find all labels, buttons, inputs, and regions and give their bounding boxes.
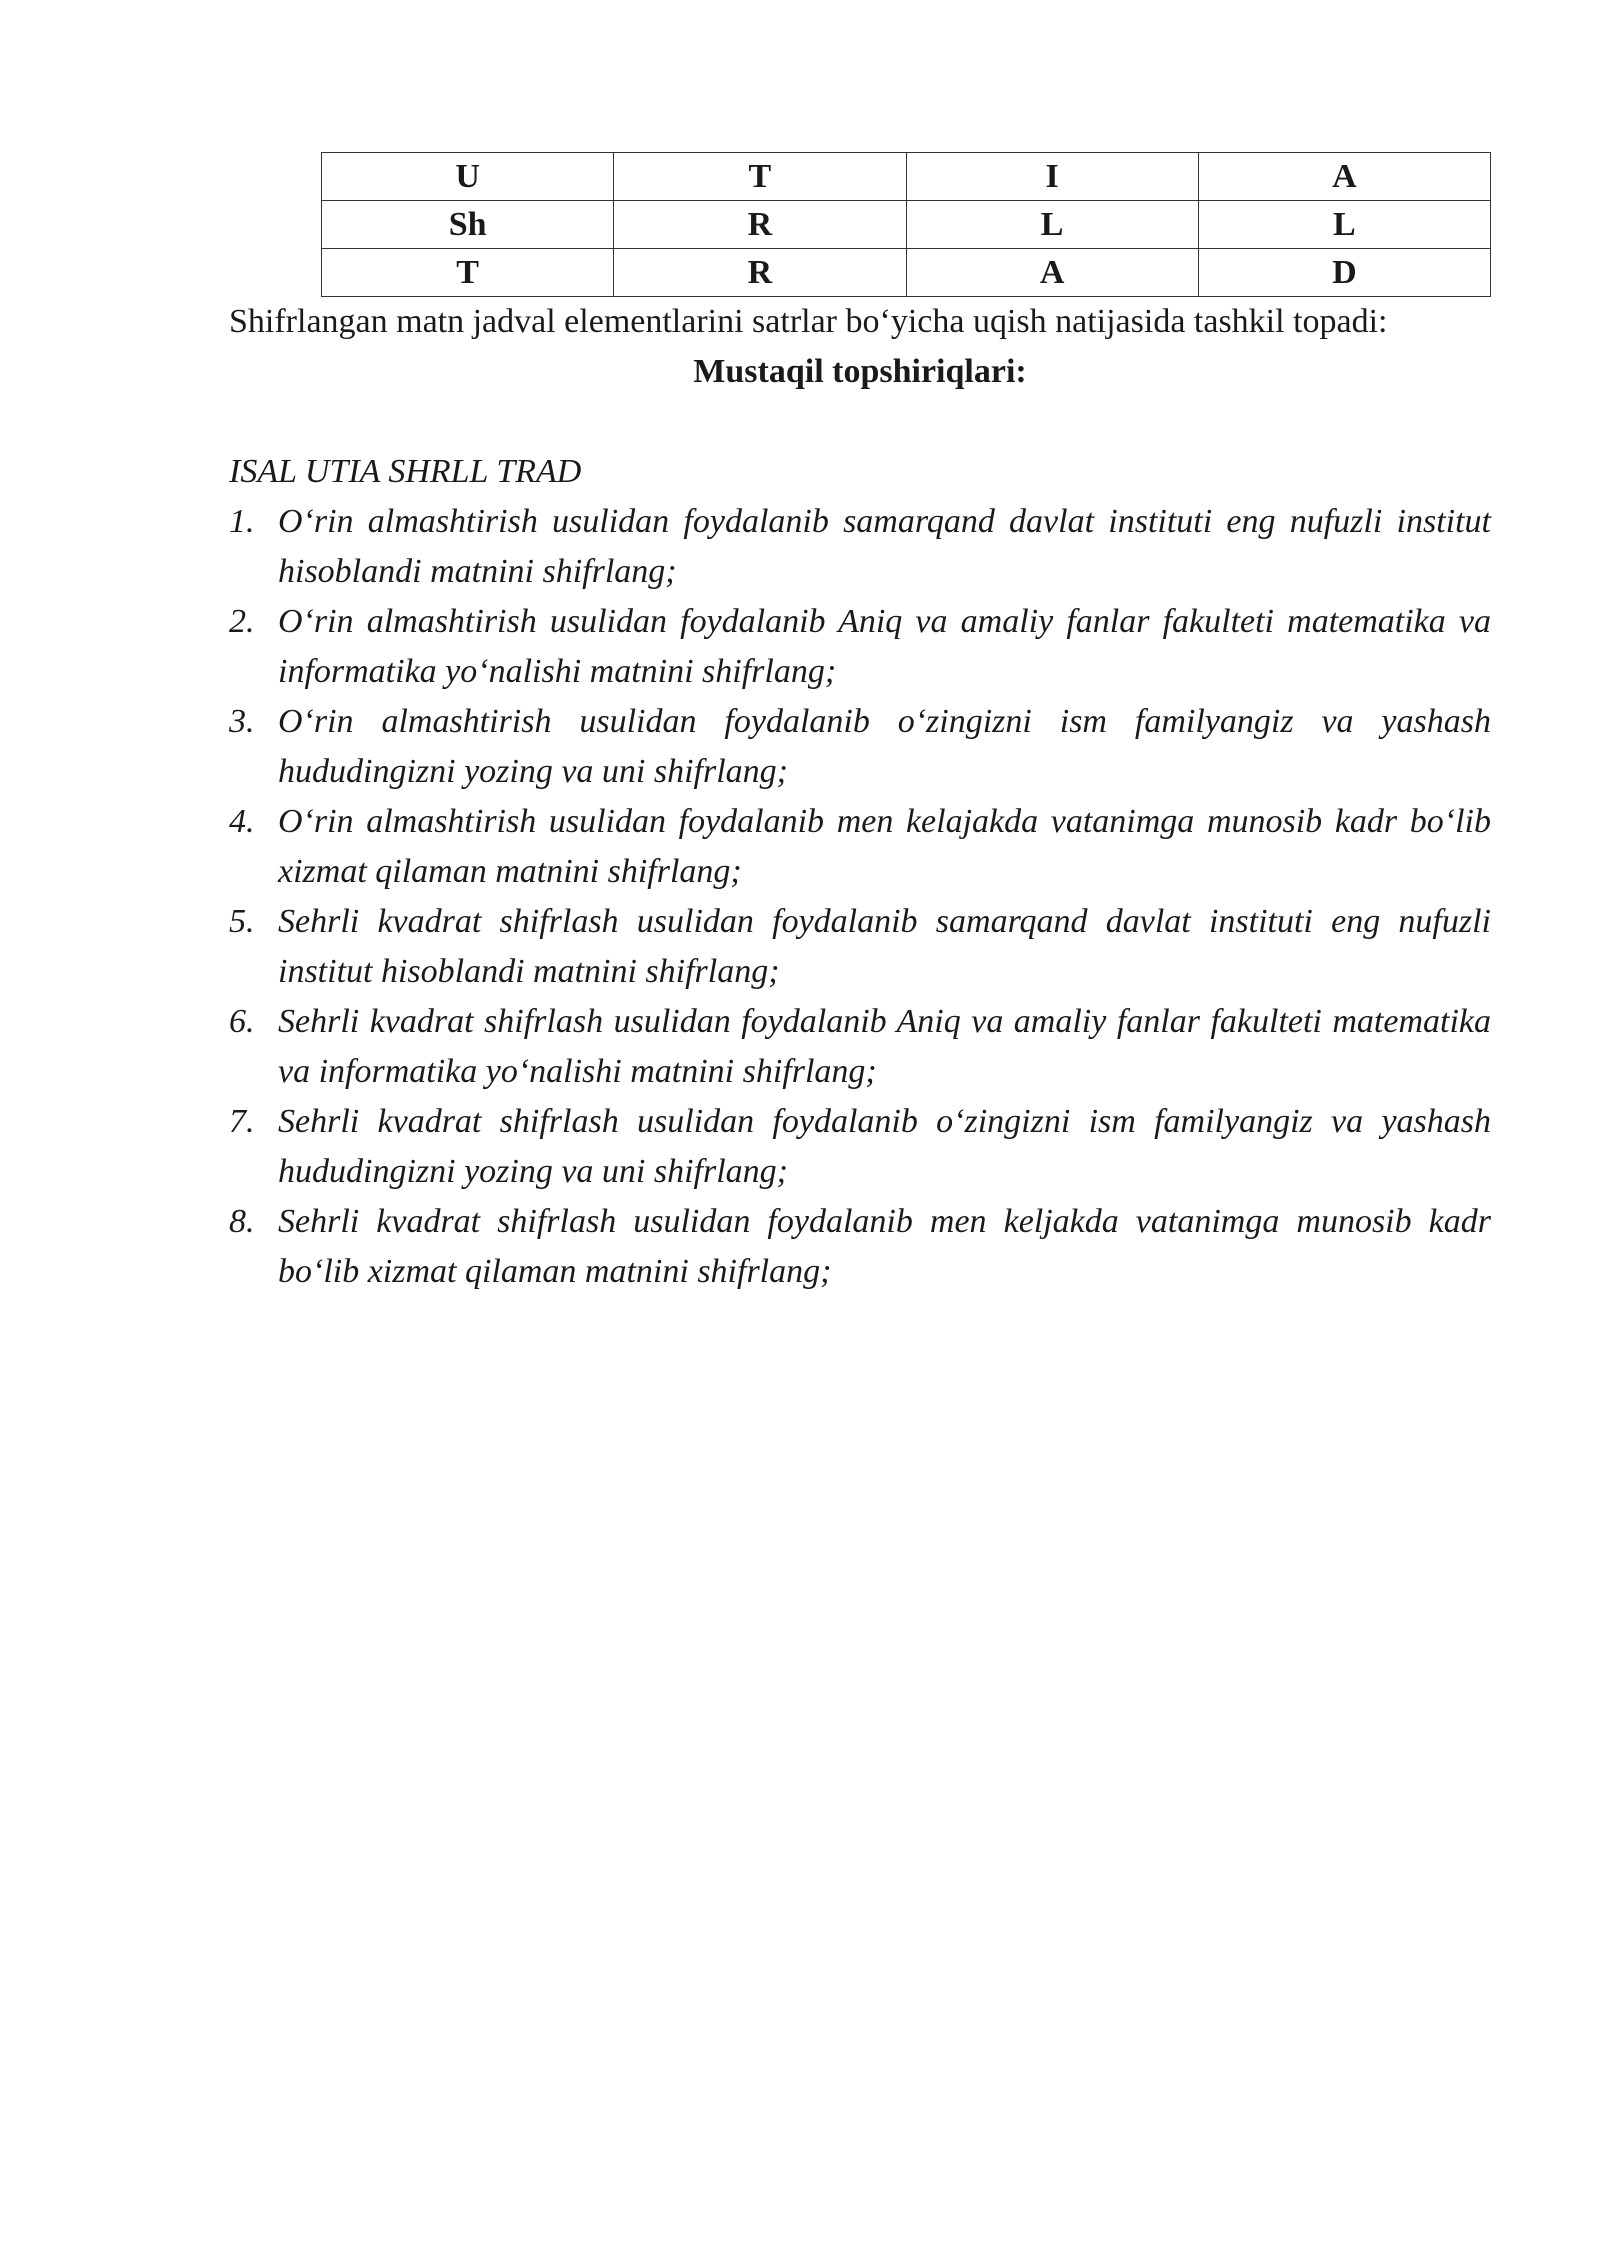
list-item [229,897,1491,997]
list-number: 3. [229,703,255,740]
list-item [229,497,1491,597]
list-item-text: O‘rin almashtirish usulidan foydalanib Aniq va amaliy fanlar fakulteti matematika va informatika yo‘nalishi matnini shifrlang; [278,603,1491,690]
table-cell: A [1198,153,1490,201]
list-number: 1. [229,503,255,540]
list-item [229,597,1491,697]
list-number: 7. [229,1103,255,1140]
table-cell: Sh [322,201,614,249]
list-item-text: O‘rin almashtirish usulidan foydalanib o‘zingizni ism familyangiz va yashash hududingizni yozing va uni shifrlang; [278,703,1491,790]
table-cell: L [1198,201,1490,249]
table-cell: U [322,153,614,201]
list-item [229,1097,1491,1197]
cipher-table [321,152,1491,297]
list-item-text: O‘rin almashtirish usulidan foydalanib men kelajakda vatanimga munosib kadr bo‘lib xizmat qilaman matnini shifrlang; [278,803,1491,890]
list-number: 8. [229,1203,255,1240]
blank-line [229,397,1491,447]
ciphertext-example: ISAL UTIA SHRLL TRAD [229,453,582,490]
list-number: 2. [229,603,255,640]
table-row [322,153,1491,201]
list-item-text: O‘rin almashtirish usulidan foydalanib samarqand davlat instituti eng nufuzli institut hisoblandi matnini shifrlang; [278,503,1491,590]
list-item [229,997,1491,1097]
table-row [322,249,1491,297]
table-cell: T [322,249,614,297]
list-item-text: Sehrli kvadrat shifrlash usulidan foydalanib Aniq va amaliy fanlar fakulteti matematika va informatika yo‘nalishi matnini shifrlang; [278,1003,1491,1090]
table-row [322,201,1491,249]
table-cell: D [1198,249,1490,297]
table-cell: T [614,153,906,201]
document-page [229,152,1491,1297]
table-cell: I [906,153,1198,201]
table-cell: A [906,249,1198,297]
task-list [229,497,1491,1297]
section-heading: Mustaqil topshiriqlari: [693,353,1027,390]
list-item [229,797,1491,897]
list-item-text: Sehrli kvadrat shifrlash usulidan foydalanib men keljakda vatanimga munosib kadr bo‘lib xizmat qilaman matnini shifrlang; [278,1203,1491,1290]
table-cell: R [614,201,906,249]
list-item-text: Sehrli kvadrat shifrlash usulidan foydalanib samarqand davlat instituti eng nufuzli institut hisoblandi matnini shifrlang; [278,903,1491,990]
list-item [229,697,1491,797]
table-cell: R [614,249,906,297]
body-paragraph: Shifrlangan matn jadval elementlarini satrlar bo‘yicha uqish natijasida tashkil topadi: [229,303,1388,340]
table-cell: L [906,201,1198,249]
list-item-text: Sehrli kvadrat shifrlash usulidan foydalanib o‘zingizni ism familyangiz va yashash hududingizni yozing va uni shifrlang; [278,1103,1491,1190]
list-number: 5. [229,903,255,940]
list-number: 4. [229,803,255,840]
list-item [229,1197,1491,1297]
list-number: 6. [229,1003,255,1040]
